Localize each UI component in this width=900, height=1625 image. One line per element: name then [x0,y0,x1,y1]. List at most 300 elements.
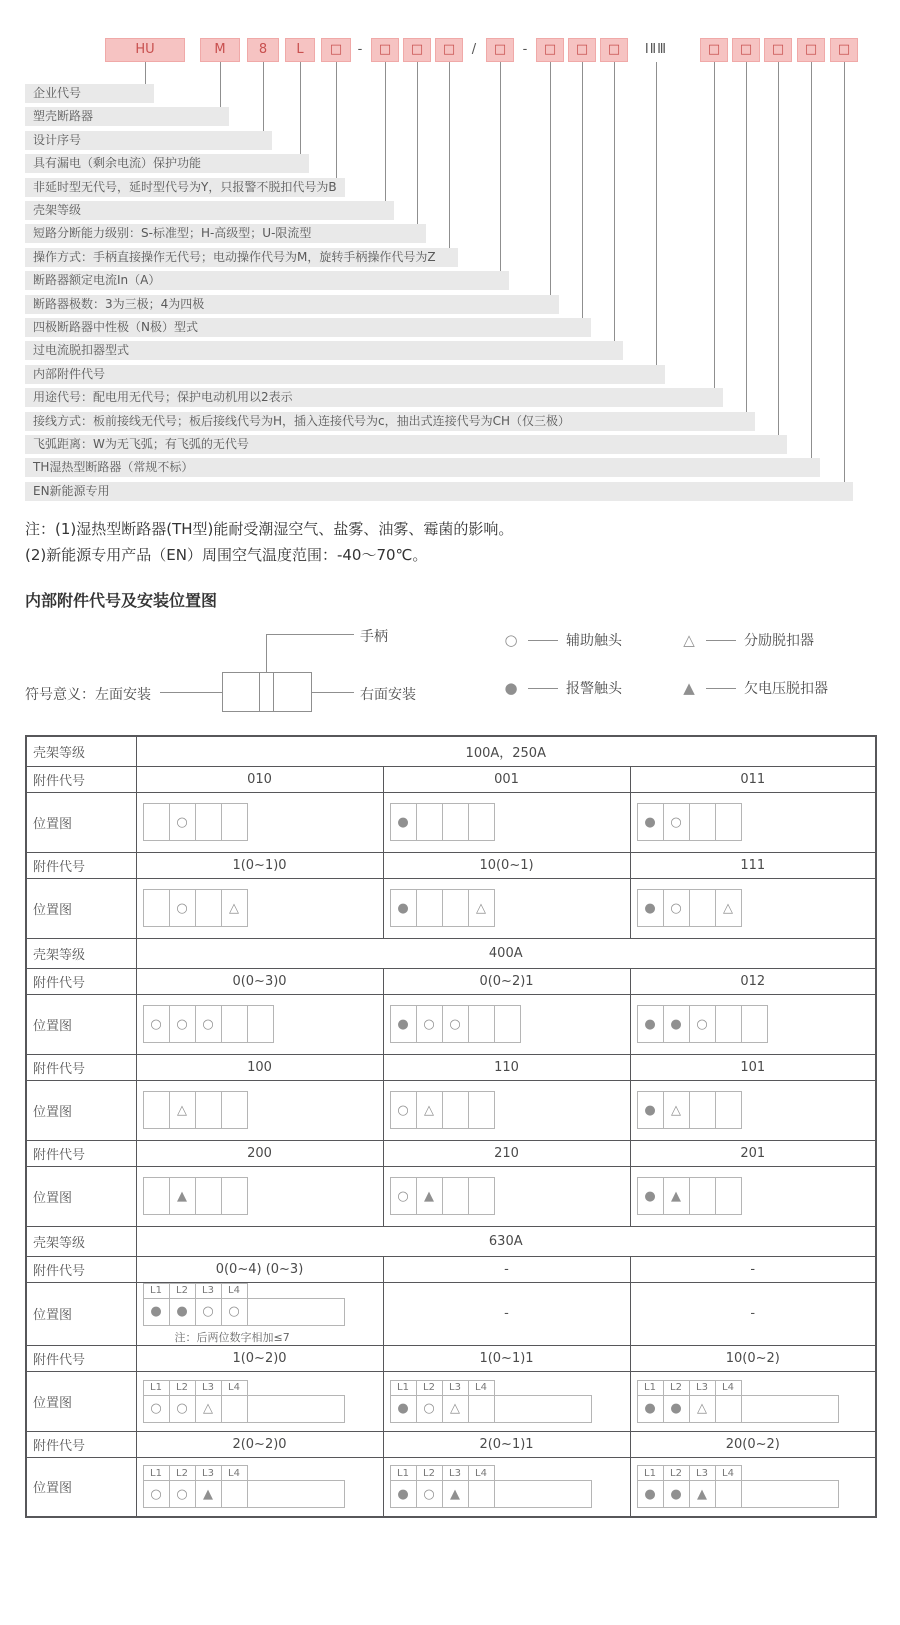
legend-dash [528,688,558,689]
symbol-cell [494,1005,521,1043]
accessory-code-cell: 0(0~4) (0~3) [136,1256,383,1282]
symbol-cell [221,1177,248,1215]
position-diagram-cell: - [630,1282,876,1345]
frame-value-cell: 400A [136,938,876,968]
connector-line [614,62,615,341]
symbol-cell [468,803,495,841]
frame-row [26,736,876,766]
symbol-cell: ● [663,1395,690,1423]
accessory-code-cell: - [630,1256,876,1282]
code-box-17: □ [797,38,825,62]
frame-value-cell: 630A [136,1226,876,1256]
connector-line [746,62,747,412]
connector-line [263,62,264,131]
position-diagram-row [26,1282,876,1345]
legend-label: 报警触头 [566,681,622,697]
symbol-cell: △ [169,1091,196,1129]
diagram-header-row [390,1465,592,1481]
accessory-code-cell: 001 [383,766,630,792]
position-diagram-cell [383,1457,630,1517]
frame-label-cell: 壳架等级 [26,938,136,968]
legend-meaning-left-label: 符号意义：左面安装 [25,687,151,703]
symbol-cell: ○ [169,1395,196,1423]
legend-item [502,630,680,650]
legend-item [680,630,828,650]
symbol-cell: ○ [169,1480,196,1508]
position-diagram-cell [136,878,383,938]
position-diagram [637,1005,768,1043]
symbol-cell: ▲ [663,1177,690,1215]
code-box-14: □ [700,38,728,62]
code-label-3: 设计序号 [25,131,272,150]
frame-row [26,1226,876,1256]
symbol-cell: ▲ [442,1480,469,1508]
symbol-cell: ○ [390,1177,417,1215]
pole-label-cell: L1 [143,1380,170,1396]
accessory-code-cell: 1(0~1)1 [383,1345,630,1371]
accessory-code-cell: 1(0~1)0 [136,852,383,878]
legend-area [0,618,900,730]
symbol-cell [715,1480,742,1508]
pole-label-cell: L4 [221,1465,248,1481]
diagram-symbol-row [143,1005,274,1043]
legend-items [502,630,828,698]
pole-label-cell: L2 [416,1380,443,1396]
symbol-cell: ● [663,1480,690,1508]
symbol-cell: △ [663,1091,690,1129]
diagram-symbol-row [143,1177,248,1215]
diagram-body-cell [741,1395,839,1423]
position-diagram-row [26,792,876,852]
code-label-cell: 附件代号 [26,1431,136,1457]
accessory-code-row [26,852,876,878]
diagram-symbol-row [390,1005,521,1043]
position-diagram [143,1091,248,1129]
code-box-10: □ [536,38,564,62]
undervoltage-release-icon: ▲ [683,679,695,697]
symbol-cell [468,1480,495,1508]
legend-label: 欠电压脱扣器 [744,681,828,697]
code-label-15: 接线方式：板前接线无代号；板后接线代号为H，插入连接代号为c，抽出式连接代号为CH（仅三极） [25,412,755,431]
code-box-15: □ [732,38,760,62]
accessory-table [25,735,877,1518]
legend-dash [528,640,558,641]
legend-dash [706,688,736,689]
code-box-3: 8 [247,38,279,62]
handle-label: 手柄 [360,629,388,645]
code-label-10: 断路器极数：3为三极；4为四极 [25,295,559,314]
code-label-cell: 附件代号 [26,766,136,792]
shunt-release-icon: △ [683,631,695,649]
diagram-body-cell [247,1395,345,1423]
position-diagram [637,1177,742,1215]
position-diagram-row [26,1457,876,1517]
connector-line [220,62,221,107]
accessory-code-cell: 012 [630,968,876,994]
position-label-cell: 位置图 [26,994,136,1054]
symbol-cell [689,803,716,841]
symbol-cell: ▲ [169,1177,196,1215]
diagram-symbol-row [390,889,495,927]
connector-line [449,62,450,248]
symbol-cell [416,803,443,841]
code-box-2: M [200,38,240,62]
code-label-cell: 附件代号 [26,1140,136,1166]
diagram-symbol-row [143,1481,345,1508]
pole-label-cell: L1 [143,1283,170,1299]
position-diagram [143,1465,345,1508]
accessory-code-cell: 10(0~1) [383,852,630,878]
accessory-code-cell: 1(0~2)0 [136,1345,383,1371]
code-label-11: 四极断路器中性极（N极）型式 [25,318,591,337]
symbol-cell: ▲ [195,1480,222,1508]
diagram-symbol-row [143,803,248,841]
symbol-cell: ● [390,803,417,841]
diagram-body-cell [494,1480,592,1508]
position-diagram [637,889,742,927]
position-label-cell: 位置图 [26,1080,136,1140]
symbol-cell [689,1091,716,1129]
position-diagram-cell [630,1166,876,1226]
pole-label-cell: L2 [169,1283,196,1299]
pole-label-cell: L2 [416,1465,443,1481]
position-diagram-cell [630,792,876,852]
symbol-cell: ○ [143,1395,170,1423]
code-label-cell: 附件代号 [26,852,136,878]
symbol-cell [442,1091,469,1129]
position-diagram [637,1465,839,1508]
symbol-cell [221,1091,248,1129]
accessory-code-row [26,1256,876,1282]
code-separator: / [471,42,477,57]
position-diagram-cell [383,1371,630,1431]
breaker-divider [273,673,274,711]
code-label-cell: 附件代号 [26,1054,136,1080]
pole-label-cell: L3 [195,1380,222,1396]
code-box-4: L [285,38,315,62]
symbol-cell [143,1091,170,1129]
symbol-cell [442,1177,469,1215]
accessory-code-row [26,766,876,792]
position-diagram [390,803,495,841]
symbol-cell: ○ [390,1091,417,1129]
symbol-cell: ○ [169,1005,196,1043]
diagram-symbol-row [390,1481,592,1508]
legend-right-label: 右面安装 [360,687,416,703]
position-diagram-cell [383,878,630,938]
symbol-cell: ○ [416,1395,443,1423]
symbol-cell [143,889,170,927]
legend-left-line [160,692,222,693]
symbol-cell [715,803,742,841]
code-label-8: 操作方式：手柄直接操作无代号；电动操作代号为M，旋转手柄操作代号为Z [25,248,458,267]
breaker-divider [259,673,260,711]
legend-label: 辅助触头 [566,633,622,649]
symbol-cell [247,1005,274,1043]
position-diagram [390,1177,495,1215]
code-label-7: 短路分断能力级别：S-标准型；H-高级型；U-限流型 [25,224,426,243]
code-label-1: 企业代号 [25,84,154,103]
code-label-cell: 附件代号 [26,1345,136,1371]
position-diagram [637,1091,742,1129]
position-diagram-cell [383,792,630,852]
diagram-symbol-row [637,1481,839,1508]
symbol-cell: ● [637,1091,664,1129]
position-diagram-cell [383,1166,630,1226]
accessory-code-row [26,1140,876,1166]
code-label-cell: 附件代号 [26,968,136,994]
position-diagram-cell [630,994,876,1054]
code-box-12: □ [600,38,628,62]
symbol-cell: △ [689,1395,716,1423]
position-diagram [390,1465,592,1508]
accessory-code-row [26,1431,876,1457]
position-diagram-cell [383,1080,630,1140]
position-diagram [637,803,742,841]
symbol-cell [195,803,222,841]
symbol-cell: ▲ [689,1480,716,1508]
accessory-code-cell: 2(0~2)0 [136,1431,383,1457]
breaker-outline-diagram [222,672,312,712]
legend-dash [706,640,736,641]
accessory-code-cell: 0(0~2)1 [383,968,630,994]
position-diagram-row [26,1080,876,1140]
symbol-cell: ● [637,1395,664,1423]
pole-label-cell: L1 [390,1380,417,1396]
code-label-cell: 附件代号 [26,1256,136,1282]
symbol-cell: ▲ [416,1177,443,1215]
position-diagram [390,889,495,927]
diagram-header-row [637,1380,839,1396]
symbol-cell: ○ [169,889,196,927]
pole-label-cell: L4 [715,1380,742,1396]
symbol-cell: ○ [169,803,196,841]
pole-label-cell: L3 [195,1283,222,1299]
diagram-symbol-row [143,1299,345,1326]
accessory-code-cell: 2(0~1)1 [383,1431,630,1457]
symbol-cell: ○ [442,1005,469,1043]
symbol-cell [741,1005,768,1043]
legend-item [680,678,828,698]
symbol-cell: ● [637,1005,664,1043]
diagram-body-cell [247,1480,345,1508]
pole-label-cell: L3 [442,1380,469,1396]
symbol-cell [143,1177,170,1215]
code-label-18: EN新能源专用 [25,482,853,501]
position-diagram [143,803,248,841]
symbol-cell: ○ [663,803,690,841]
position-diagram [143,889,248,927]
code-separator: - [357,42,363,57]
symbol-cell [221,803,248,841]
pole-label-cell: L4 [221,1380,248,1396]
accessory-code-cell: 101 [630,1054,876,1080]
position-label-cell: 位置图 [26,878,136,938]
connector-line [550,62,551,295]
diagram-symbol-row [637,803,742,841]
diagram-header-row [143,1465,345,1481]
symbol-cell [442,803,469,841]
code-box-6: □ [371,38,399,62]
position-diagram-cell [383,994,630,1054]
accessory-code-cell: 201 [630,1140,876,1166]
accessory-code-cell: 0(0~3)0 [136,968,383,994]
symbol-cell: ○ [195,1005,222,1043]
model-code-diagram [0,0,900,512]
symbol-cell [195,889,222,927]
position-label-cell: 位置图 [26,1166,136,1226]
code-label-12: 过电流脱扣器型式 [25,341,623,360]
accessory-code-cell: - [383,1256,630,1282]
pole-label-cell: L4 [221,1283,248,1299]
connector-line [778,62,779,435]
symbol-cell [715,1395,742,1423]
pole-label-cell: L2 [169,1380,196,1396]
code-label-6: 壳架等级 [25,201,394,220]
accessory-table-body [26,736,876,1517]
pole-label-cell: L4 [468,1465,495,1481]
symbol-cell [143,803,170,841]
legend-item [502,678,680,698]
position-diagram-cell [136,1457,383,1517]
pole-label-cell: L1 [143,1465,170,1481]
connector-line [714,62,715,388]
handle-pointer-vline [266,634,267,672]
position-diagram-row [26,994,876,1054]
code-box-5: □ [321,38,351,62]
pole-label-cell: L2 [663,1380,690,1396]
diagram-symbol-row [143,1091,248,1129]
symbol-cell [195,1177,222,1215]
symbol-cell: ● [169,1298,196,1326]
symbol-cell: △ [195,1395,222,1423]
symbol-cell: ○ [221,1298,248,1326]
code-label-9: 断路器额定电流In（A） [25,271,509,290]
code-label-13: 内部附件代号 [25,365,665,384]
symbol-cell [468,1091,495,1129]
connector-line [417,62,418,224]
symbol-cell: ● [143,1298,170,1326]
symbol-cell: ○ [143,1005,170,1043]
note-line-1: 注：(1)湿热型断路器(TH型)能耐受潮湿空气、盐雾、油雾、霉菌的影响。 [25,520,514,538]
symbol-cell: ● [390,1005,417,1043]
symbol-cell [468,1005,495,1043]
diagram-header-row [143,1380,345,1396]
diagram-note: 注：后两位数字相加≤7 [174,1330,290,1344]
position-label-cell: 位置图 [26,792,136,852]
diagram-symbol-row [390,1396,592,1423]
symbol-cell [221,1480,248,1508]
symbol-cell [442,889,469,927]
pole-label-cell: L2 [663,1465,690,1481]
symbol-cell [715,1177,742,1215]
notes [25,516,513,568]
position-diagram [390,1091,495,1129]
position-diagram [143,1005,274,1043]
position-diagram-cell [136,1371,383,1431]
position-diagram [143,1283,345,1326]
symbol-cell: △ [442,1395,469,1423]
diagram-symbol-row [637,1396,839,1423]
symbol-cell [221,1395,248,1423]
auxiliary-contact-icon: ○ [504,631,518,649]
accessory-code-cell: 010 [136,766,383,792]
pole-label-cell: L3 [442,1465,469,1481]
position-diagram-cell [136,1166,383,1226]
code-box-13: ⅠⅡⅢ [644,42,668,57]
code-box-8: □ [435,38,463,62]
accessory-code-cell: 210 [383,1140,630,1166]
accessory-code-cell: 011 [630,766,876,792]
position-diagram [390,1005,521,1043]
symbol-cell: ● [390,889,417,927]
symbol-cell: ● [637,1480,664,1508]
pole-label-cell: L3 [689,1380,716,1396]
connector-line [656,62,657,365]
position-diagram-row [26,1371,876,1431]
symbol-cell: ● [637,889,664,927]
diagram-symbol-row [143,1396,345,1423]
pole-label-cell: L1 [637,1380,664,1396]
symbol-cell [715,1005,742,1043]
code-label-4: 具有漏电（剩余电流）保护功能 [25,154,309,173]
pole-label-cell: L3 [195,1465,222,1481]
position-diagram [143,1380,345,1423]
code-label-14: 用途代号：配电用无代号；保护电动机用以2表示 [25,388,723,407]
pole-label-cell: L4 [715,1465,742,1481]
symbol-cell [416,889,443,927]
symbol-cell [468,1177,495,1215]
alarm-contact-icon: ● [504,679,518,697]
code-label-5: 非延时型无代号，延时型代号为Y，只报警不脱扣代号为B [25,178,345,197]
position-diagram-cell [630,1080,876,1140]
diagram-symbol-row [637,889,742,927]
connector-line [500,62,501,271]
position-diagram-row [26,1166,876,1226]
symbol-cell: ○ [689,1005,716,1043]
frame-value-cell: 100A，250A [136,736,876,766]
diagram-header-row [390,1380,592,1396]
connector-line [582,62,583,318]
code-box-1: HU [105,38,185,62]
note-line-2: (2)新能源专用产品（EN）周围空气温度范围：-40～70℃。 [25,546,428,564]
symbol-cell: △ [715,889,742,927]
code-label-16: 飞弧距离：W为无飞弧；有飞弧的无代号 [25,435,787,454]
diagram-symbol-row [390,803,495,841]
symbol-cell: ● [637,803,664,841]
frame-label-cell: 壳架等级 [26,1226,136,1256]
handle-pointer-hline [266,634,354,635]
section-title: 内部附件代号及安装位置图 [25,591,218,610]
diagram-body-cell [247,1298,345,1326]
accessory-code-cell: 10(0~2) [630,1345,876,1371]
accessory-code-cell: 110 [383,1054,630,1080]
connector-line [336,62,337,178]
position-diagram-cell [136,792,383,852]
diagram-symbol-row [637,1091,742,1129]
diagram-symbol-row [637,1177,742,1215]
position-diagram-cell [136,1282,383,1345]
symbol-cell [715,1091,742,1129]
diagram-symbol-row [390,1091,495,1129]
code-box-9: □ [486,38,514,62]
symbol-cell: △ [468,889,495,927]
pole-label-cell: L3 [689,1465,716,1481]
symbol-cell: ○ [416,1005,443,1043]
diagram-body-cell [741,1480,839,1508]
code-box-7: □ [403,38,431,62]
code-box-16: □ [764,38,792,62]
